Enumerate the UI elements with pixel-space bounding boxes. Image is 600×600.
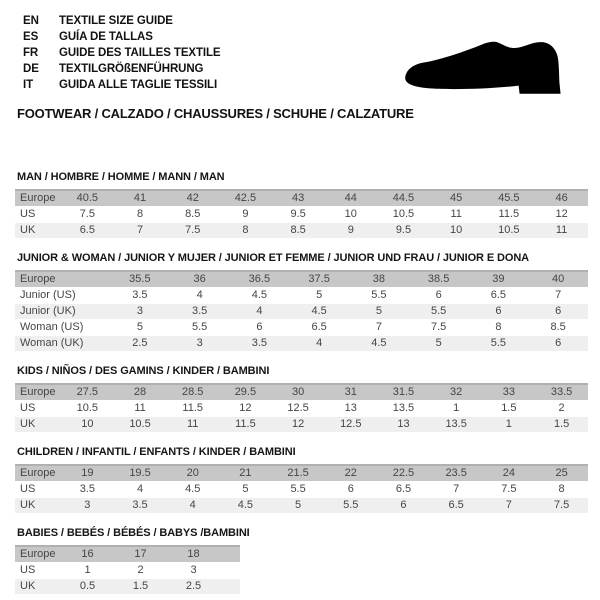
size-cell: 29.5 <box>219 384 272 401</box>
size-cell: 7 <box>528 288 588 304</box>
size-cell: 9.5 <box>377 223 430 239</box>
size-cell: 2.5 <box>110 336 170 352</box>
language-row <box>23 45 221 61</box>
size-cell: 7 <box>114 223 167 239</box>
table-row <box>15 223 588 239</box>
size-table-junior-woman <box>15 252 588 352</box>
size-cell: 13.5 <box>377 401 430 417</box>
size-cell: 5 <box>289 288 349 304</box>
row-label: Europe <box>15 271 110 288</box>
size-cell: 7.5 <box>535 498 588 514</box>
size-cell: 16 <box>61 546 114 563</box>
size-cell: 3 <box>110 304 170 320</box>
size-cell: 4.5 <box>349 336 409 352</box>
table-row <box>15 579 240 595</box>
size-cell: 33 <box>483 384 536 401</box>
size-cell: 22 <box>324 465 377 482</box>
size-cell: 30 <box>272 384 325 401</box>
size-cell: 46 <box>535 190 588 207</box>
size-cell: 10 <box>61 417 114 433</box>
size-cell: 5.5 <box>324 498 377 514</box>
language-title: GUIDA ALLE TAGLIE TESSILI <box>59 79 218 91</box>
size-cell: 13.5 <box>430 417 483 433</box>
language-code: ES <box>23 31 39 43</box>
row-label: UK <box>15 498 61 514</box>
size-cell: 7 <box>430 482 483 498</box>
size-cell: 12 <box>535 207 588 223</box>
size-cell: 28.5 <box>166 384 219 401</box>
table-row <box>15 417 588 433</box>
size-cell: 11 <box>430 207 483 223</box>
table-row <box>15 401 588 417</box>
size-cell: 5.5 <box>272 482 325 498</box>
row-label: Europe <box>15 190 61 207</box>
language-row <box>23 77 221 93</box>
size-cell: 3.5 <box>170 304 230 320</box>
size-cell: 8 <box>535 482 588 498</box>
size-table-children <box>15 446 588 514</box>
size-cell: 5.5 <box>349 288 409 304</box>
size-cell: 11 <box>166 417 219 433</box>
size-cell: 20 <box>166 465 219 482</box>
size-cell: 28 <box>114 384 167 401</box>
table-row <box>15 320 588 336</box>
size-cell: 9 <box>219 207 272 223</box>
size-cell: 21.5 <box>272 465 325 482</box>
size-cell: 6 <box>230 320 290 336</box>
size-cell: 4 <box>289 336 349 352</box>
size-cell: 8.5 <box>272 223 325 239</box>
language-title: TEXTILE SIZE GUIDE <box>59 15 173 27</box>
size-cell: 31.5 <box>377 384 430 401</box>
size-cell: 19 <box>61 465 114 482</box>
size-cell: 1.5 <box>114 579 167 595</box>
row-label: Woman (US) <box>15 320 110 336</box>
row-label: Europe <box>15 546 61 563</box>
size-cell: 3.5 <box>230 336 290 352</box>
table-row <box>15 498 588 514</box>
language-title: TEXTILGRÖßENFÜHRUNG <box>59 63 204 75</box>
language-header <box>23 13 221 93</box>
size-cell: 5 <box>110 320 170 336</box>
size-cell: 10 <box>324 207 377 223</box>
size-cell: 39 <box>469 271 529 288</box>
shoe-icon <box>393 25 576 107</box>
size-cell: 4.5 <box>219 498 272 514</box>
size-cell: 40 <box>528 271 588 288</box>
size-cell: 9.5 <box>272 207 325 223</box>
row-label: Junior (UK) <box>15 304 110 320</box>
category-title: FOOTWEAR / CALZADO / CHAUSSURES / SCHUHE / CALZATURE <box>17 106 414 121</box>
row-label: US <box>15 563 61 579</box>
row-label: US <box>15 482 61 498</box>
size-cell: 44 <box>324 190 377 207</box>
size-cell: 42.5 <box>219 190 272 207</box>
row-label: UK <box>15 223 61 239</box>
size-cell: 12 <box>272 417 325 433</box>
size-cell: 11.5 <box>166 401 219 417</box>
size-cell: 38.5 <box>409 271 469 288</box>
size-cell: 40.5 <box>61 190 114 207</box>
size-cell: 25 <box>535 465 588 482</box>
size-cell: 33.5 <box>535 384 588 401</box>
size-cell: 4.5 <box>166 482 219 498</box>
row-label: Europe <box>15 465 61 482</box>
size-cell: 3.5 <box>110 288 170 304</box>
size-cell: 6 <box>528 304 588 320</box>
spacer-cell <box>220 546 240 563</box>
size-cell: 10.5 <box>61 401 114 417</box>
size-cell: 37.5 <box>289 271 349 288</box>
size-table <box>15 464 588 514</box>
size-cell: 10.5 <box>483 223 536 239</box>
size-cell: 5.5 <box>409 304 469 320</box>
size-cell: 7 <box>349 320 409 336</box>
size-table <box>15 270 588 352</box>
size-cell: 2.5 <box>167 579 220 595</box>
table-row <box>15 190 588 207</box>
size-table <box>15 383 588 433</box>
size-cell: 27.5 <box>61 384 114 401</box>
size-cell: 3 <box>170 336 230 352</box>
language-code: FR <box>23 47 39 59</box>
size-cell: 6.5 <box>289 320 349 336</box>
size-cell: 4 <box>230 304 290 320</box>
row-label: US <box>15 207 61 223</box>
row-label: US <box>15 401 61 417</box>
size-cell: 5 <box>272 498 325 514</box>
size-table-babies <box>15 527 588 595</box>
size-cell: 9 <box>324 223 377 239</box>
size-cell: 8 <box>469 320 529 336</box>
size-cell: 12.5 <box>324 417 377 433</box>
language-row <box>23 61 221 77</box>
size-cell: 1.5 <box>483 401 536 417</box>
size-cell: 43 <box>272 190 325 207</box>
size-cell: 13 <box>377 417 430 433</box>
language-row <box>23 13 221 29</box>
size-cell: 4 <box>170 288 230 304</box>
table-row <box>15 546 240 563</box>
size-cell: 8.5 <box>166 207 219 223</box>
size-cell: 35.5 <box>110 271 170 288</box>
size-cell: 45.5 <box>483 190 536 207</box>
size-cell: 11.5 <box>483 207 536 223</box>
size-cell: 3 <box>61 498 114 514</box>
row-label: Europe <box>15 384 61 401</box>
language-title: GUÍA DE TALLAS <box>59 31 153 43</box>
table-row <box>15 207 588 223</box>
table-row <box>15 563 240 579</box>
table-row <box>15 271 588 288</box>
size-cell: 3.5 <box>114 498 167 514</box>
size-cell: 6 <box>528 336 588 352</box>
size-cell: 11.5 <box>219 417 272 433</box>
table-row <box>15 288 588 304</box>
size-cell: 18 <box>167 546 220 563</box>
size-cell: 7.5 <box>61 207 114 223</box>
size-cell: 2 <box>535 401 588 417</box>
size-cell: 5.5 <box>170 320 230 336</box>
size-cell: 42 <box>166 190 219 207</box>
table-row <box>15 304 588 320</box>
size-cell: 8 <box>114 207 167 223</box>
size-cell: 23.5 <box>430 465 483 482</box>
size-cell: 4.5 <box>289 304 349 320</box>
size-cell: 6 <box>409 288 469 304</box>
size-cell: 2 <box>114 563 167 579</box>
size-cell: 10 <box>430 223 483 239</box>
size-cell: 10.5 <box>114 417 167 433</box>
size-cell: 21 <box>219 465 272 482</box>
size-table-kids <box>15 365 588 433</box>
size-tables <box>15 171 588 600</box>
size-cell: 1.5 <box>535 417 588 433</box>
size-cell: 11 <box>535 223 588 239</box>
size-cell: 12.5 <box>272 401 325 417</box>
row-label: Woman (UK) <box>15 336 110 352</box>
size-cell: 5 <box>349 304 409 320</box>
size-cell: 45 <box>430 190 483 207</box>
language-code: DE <box>23 63 39 75</box>
size-cell: 7.5 <box>483 482 536 498</box>
size-cell: 32 <box>430 384 483 401</box>
size-cell: 38 <box>349 271 409 288</box>
size-cell: 6.5 <box>430 498 483 514</box>
size-cell: 19.5 <box>114 465 167 482</box>
size-cell: 36.5 <box>230 271 290 288</box>
size-cell: 22.5 <box>377 465 430 482</box>
size-cell: 8.5 <box>528 320 588 336</box>
size-cell: 6 <box>377 498 430 514</box>
size-cell: 3.5 <box>61 482 114 498</box>
size-cell: 1 <box>483 417 536 433</box>
size-cell: 7.5 <box>409 320 469 336</box>
language-code: EN <box>23 15 39 27</box>
size-cell: 5 <box>219 482 272 498</box>
size-table <box>15 545 240 595</box>
size-cell: 0.5 <box>61 579 114 595</box>
spacer-cell <box>220 579 240 595</box>
size-cell: 36 <box>170 271 230 288</box>
size-cell: 6 <box>324 482 377 498</box>
size-cell: 7.5 <box>166 223 219 239</box>
size-cell: 6.5 <box>377 482 430 498</box>
size-cell: 6.5 <box>61 223 114 239</box>
size-cell: 3 <box>167 563 220 579</box>
size-cell: 7 <box>483 498 536 514</box>
table-row <box>15 465 588 482</box>
size-cell: 13 <box>324 401 377 417</box>
size-cell: 24 <box>483 465 536 482</box>
language-row <box>23 29 221 45</box>
spacer-cell <box>220 563 240 579</box>
size-table-title: CHILDREN / INFANTIL / ENFANTS / KINDER / BAMBINI <box>17 446 296 458</box>
size-table-man <box>15 171 588 239</box>
size-table-title: JUNIOR & WOMAN / JUNIOR Y MUJER / JUNIOR ET FEMME / JUNIOR UND FRAU / JUNIOR E DONA <box>17 252 530 264</box>
table-row <box>15 384 588 401</box>
row-label: Junior (US) <box>15 288 110 304</box>
size-table-title: MAN / HOMBRE / HOMME / MANN / MAN <box>17 171 225 183</box>
language-code: IT <box>23 79 34 91</box>
size-cell: 4.5 <box>230 288 290 304</box>
size-cell: 17 <box>114 546 167 563</box>
row-label: UK <box>15 417 61 433</box>
size-cell: 11 <box>114 401 167 417</box>
size-cell: 10.5 <box>377 207 430 223</box>
size-cell: 8 <box>219 223 272 239</box>
size-cell: 31 <box>324 384 377 401</box>
size-cell: 5 <box>409 336 469 352</box>
size-cell: 1 <box>61 563 114 579</box>
size-cell: 12 <box>219 401 272 417</box>
table-row <box>15 482 588 498</box>
row-label: UK <box>15 579 61 595</box>
size-cell: 6 <box>469 304 529 320</box>
size-cell: 4 <box>114 482 167 498</box>
size-cell: 5.5 <box>469 336 529 352</box>
table-row <box>15 336 588 352</box>
size-table-title: KIDS / NIÑOS / DES GAMINS / KINDER / BAMBINI <box>17 365 270 377</box>
size-table <box>15 189 588 239</box>
size-cell: 4 <box>166 498 219 514</box>
size-cell: 44.5 <box>377 190 430 207</box>
size-cell: 6.5 <box>469 288 529 304</box>
size-cell: 1 <box>430 401 483 417</box>
size-table-title: BABIES / BEBÉS / BÉBÉS / BABYS /BAMBINI <box>17 527 250 539</box>
language-title: GUIDE DES TAILLES TEXTILE <box>59 47 221 59</box>
size-cell: 41 <box>114 190 167 207</box>
